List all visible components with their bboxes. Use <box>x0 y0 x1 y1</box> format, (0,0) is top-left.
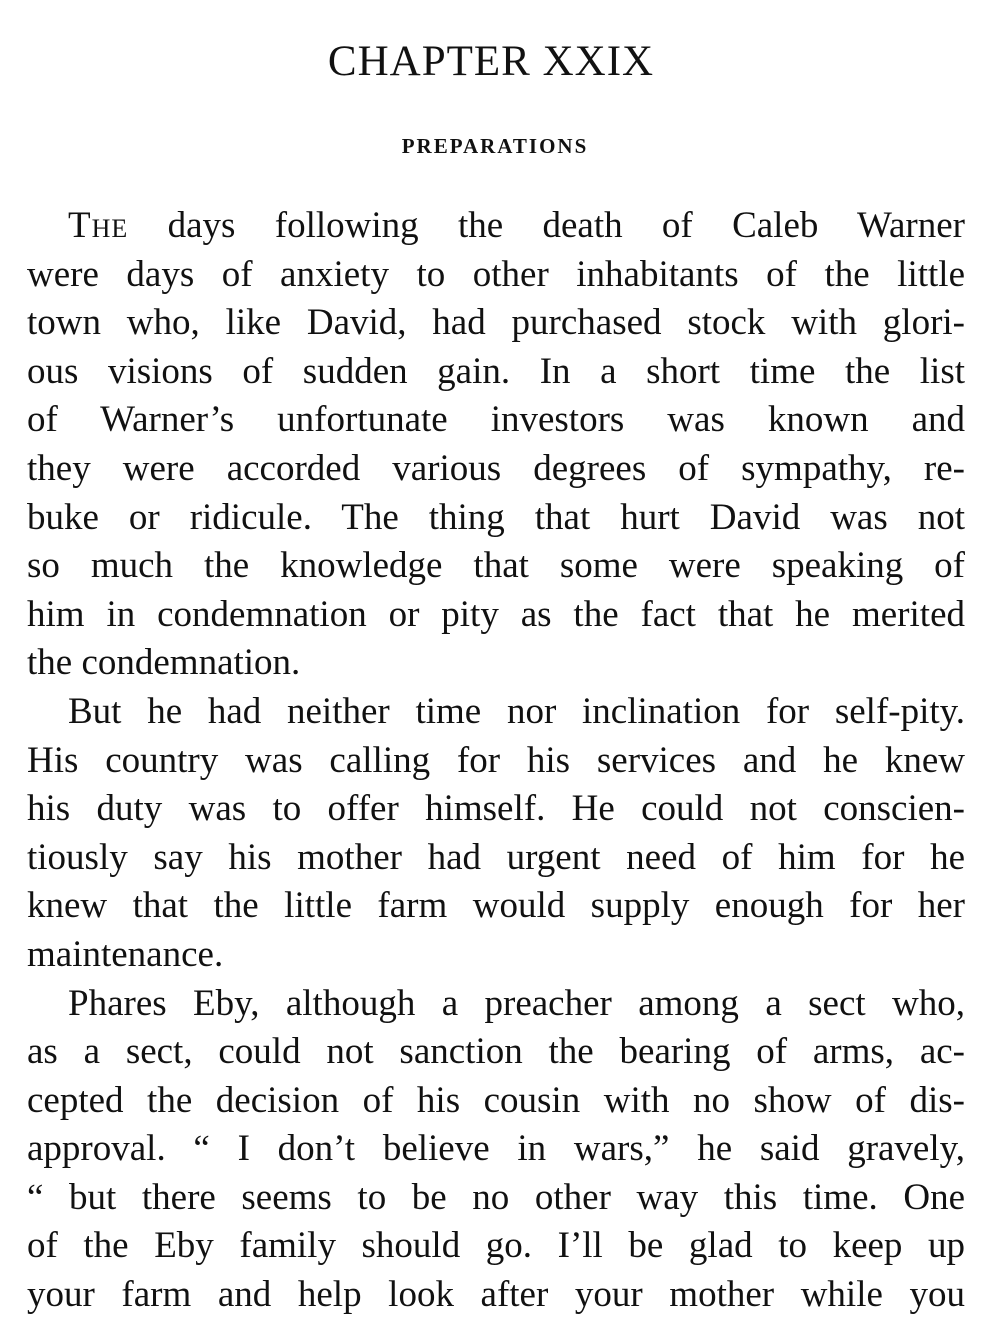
chapter-title: CHAPTER XXIX <box>327 38 655 85</box>
text-line: the condemnation. <box>27 642 301 684</box>
text-line: as a sect, could not sanction the bearing of arms, ac- <box>27 1031 965 1073</box>
text-line: But he had neither time nor inclination for self-pity. <box>68 690 965 732</box>
text-line-content: days following the death of Caleb Warner <box>128 205 965 246</box>
text-line: Phares Eby, although a preacher among a sect who, <box>68 982 965 1024</box>
body-text <box>27 202 965 1320</box>
text-line: buke or ridicule. The thing that hurt David was not <box>27 496 965 538</box>
text-line: tiously say his mother had urgent need of him for he <box>27 836 965 878</box>
text-line: so much the knowledge that some were speaking of <box>27 545 965 587</box>
text-line: “ but there seems to be no other way this time. One <box>27 1176 965 1218</box>
text-line: town who, like David, had purchased stock with glori- <box>27 302 965 344</box>
text-line: of Warner’s unfortunate investors was known and <box>27 399 965 441</box>
text-line: maintenance. <box>27 933 224 975</box>
text-line: of the Eby family should go. I’ll be glad to keep up <box>27 1225 965 1267</box>
section-heading: PREPARATIONS <box>401 134 589 158</box>
text-line: His country was calling for his services and he knew <box>27 739 965 781</box>
text-line: were days of anxiety to other inhabitants of the little <box>27 253 965 295</box>
text-line: your farm and help look after your mother while you <box>27 1274 965 1316</box>
text-line: ous visions of sudden gain. In a short time the list <box>27 350 965 392</box>
text-line: they were accorded various degrees of sympathy, re- <box>27 447 965 489</box>
text-line: approval. “ I don’t believe in wars,” he said gravely, <box>27 1128 965 1170</box>
text-line: knew that the little farm would supply enough for her <box>27 885 965 927</box>
text-line <box>27 202 965 251</box>
lead-word: The <box>68 205 129 246</box>
text-line: him in condemnation or pity as the fact that he merited <box>27 593 965 635</box>
text-line: cepted the decision of his cousin with no show of dis- <box>27 1079 965 1121</box>
text-line: his duty was to offer himself. He could not conscien- <box>27 788 965 830</box>
